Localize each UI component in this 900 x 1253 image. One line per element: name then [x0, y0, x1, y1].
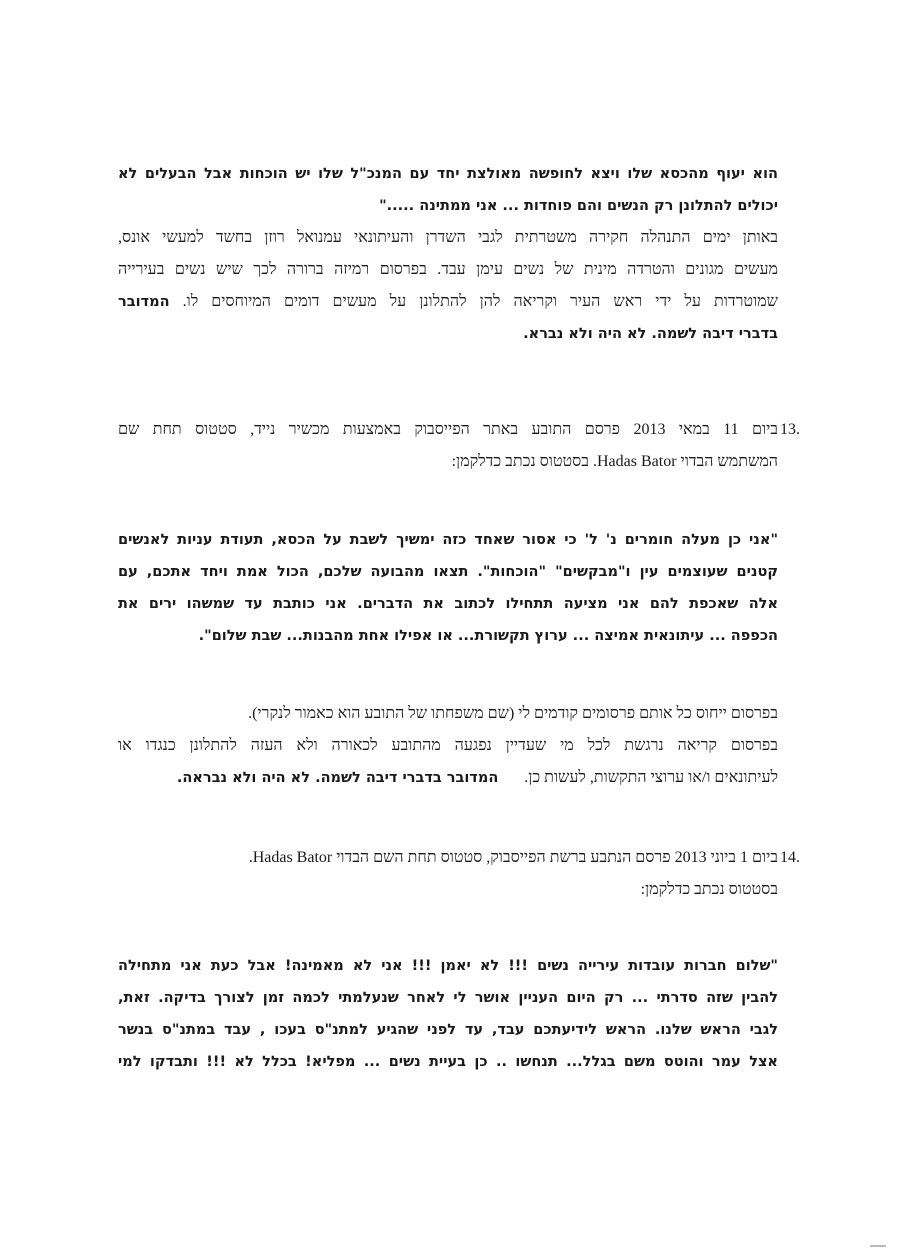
quote-continuation-line: יכולים להתלונן רק הנשים והם פוחדות ... אני ממתינה ....." [379, 198, 778, 214]
quote-line: קטנים שעוצמים עין ו"מבקשים" "הוכחות". תצאו מהבועה שלכם, הכול אמת ויחד אתכם, עם [118, 564, 778, 580]
analysis-paragraph [118, 698, 778, 794]
bold-text: המדובר [118, 294, 170, 310]
quote-line: אצל עמר והוטס משם בגלל... תנחשו .. כן בעיית נשים ... מפליא! בכלל לא !!! ותבדקו למי [118, 1054, 778, 1070]
paragraph-text: שמוטרדות על ידי ראש העיר וקריאה להן להתלונן על מעשים דומים המיוחסים לו. [169, 293, 778, 310]
paragraph-line: בפרסום קריאה נרגשת לכל מי שעדיין נפגעה מהתובע לכאורה ולא העזה להתלונן כנגדו או [118, 737, 778, 754]
username-text: Hadas Bator [252, 849, 333, 866]
item-number: 13. [780, 421, 800, 438]
item-line: ביום 11 במאי 2013 פרסם התובע באתר הפייסבוק באמצעות מכשיר נייד, סטטוס תחת שם [118, 421, 779, 438]
paragraph-text: לעיתונאים ו/או ערוצי התקשות, לעשות כן. [524, 769, 778, 786]
quote-line: להבין שזה סדרתי ... רק היום העניין אושר לי לאחר שנעלמתי לכמה זמן לצורך בדיקה. זאת, [118, 990, 778, 1006]
quote-line: "אני כן מעלה חומרים נ' ל' כי אסור שאחד כזה ימשיך לשבת על הכסא, תעודת עניות לאנשים [118, 532, 778, 548]
item-text: . בסטטוס נכתב כדלקמן: [451, 453, 597, 470]
item-line: בסטטוס נכתב כדלקמן: [640, 881, 778, 898]
paragraph-line [118, 762, 778, 794]
status-quote-1 [118, 524, 778, 652]
paragraph-line: מעשים מגונים והטרדה מינית של נשים עימן עבד. בפרסום רמיזה ברורה לכך שיש נשים בעירייה [118, 261, 778, 278]
username-text: Hadas Bator [596, 453, 677, 470]
bold-line: בדברי דיבה לשמה. לא היה ולא נברא. [523, 326, 778, 342]
quote-line: אלה שאכפת להם אני מציעה תתחילו לכתוב את הדברים. אני כותבת עד שמשהו ירים את [118, 596, 778, 612]
quote-line: "שלום חברות עובדות עירייה נשים !!! לא יאמן !!! אני לא מאמינה! אבל כעת אני מתחילה [118, 958, 778, 974]
paragraph-line: בפרסום ייחוס כל אותם פרסומים קודמים לי (שם משפחתו של התובע הוא כאמור לנקרי). [248, 705, 778, 722]
status-quote-2 [118, 950, 778, 1078]
item-number: 14. [780, 849, 800, 866]
quote-continuation-line: הוא יעוף מהכסא שלו ויצא לחופשה מאולצת יחד עם המנכ"ל שלו יש הוכחות אבל הבעלים לא [118, 166, 778, 182]
bold-text: המדובר בדברי דיבה לשמה. לא היה ולא נבראה. [176, 770, 499, 786]
paragraph-line: באותן ימים התנהלה חקירה משטרתית לגבי השדרן והעיתונאי עמנואל רוזן בחשד למעשי אונס, [118, 229, 778, 246]
item-text: ביום 1 ביוני 2013 פרסם הנתבע ברשת הפייסבוק, סטטוס תחת השם הבדוי [332, 849, 778, 866]
scan-mark [870, 1245, 886, 1247]
item-13 [118, 414, 800, 478]
item-text: המשתמש הבדוי [676, 453, 778, 470]
paragraph-line [118, 286, 778, 318]
quote-line: הכפפה ... עיתונאית אמיצה ... ערוץ תקשורת... או אפילו אחת מהבנות... שבת שלום". [198, 628, 778, 644]
item-line [118, 842, 800, 874]
item-14 [118, 842, 800, 906]
item-line [118, 446, 800, 478]
intro-paragraph [118, 158, 778, 350]
item-text: . [248, 849, 253, 866]
quote-line: לגבי הראש שלנו. הראש לידיעתכם עבד, עד לפני שהגיע למתנ"ס בעכו , עבד במתנ"ס בנשר [118, 1022, 778, 1038]
